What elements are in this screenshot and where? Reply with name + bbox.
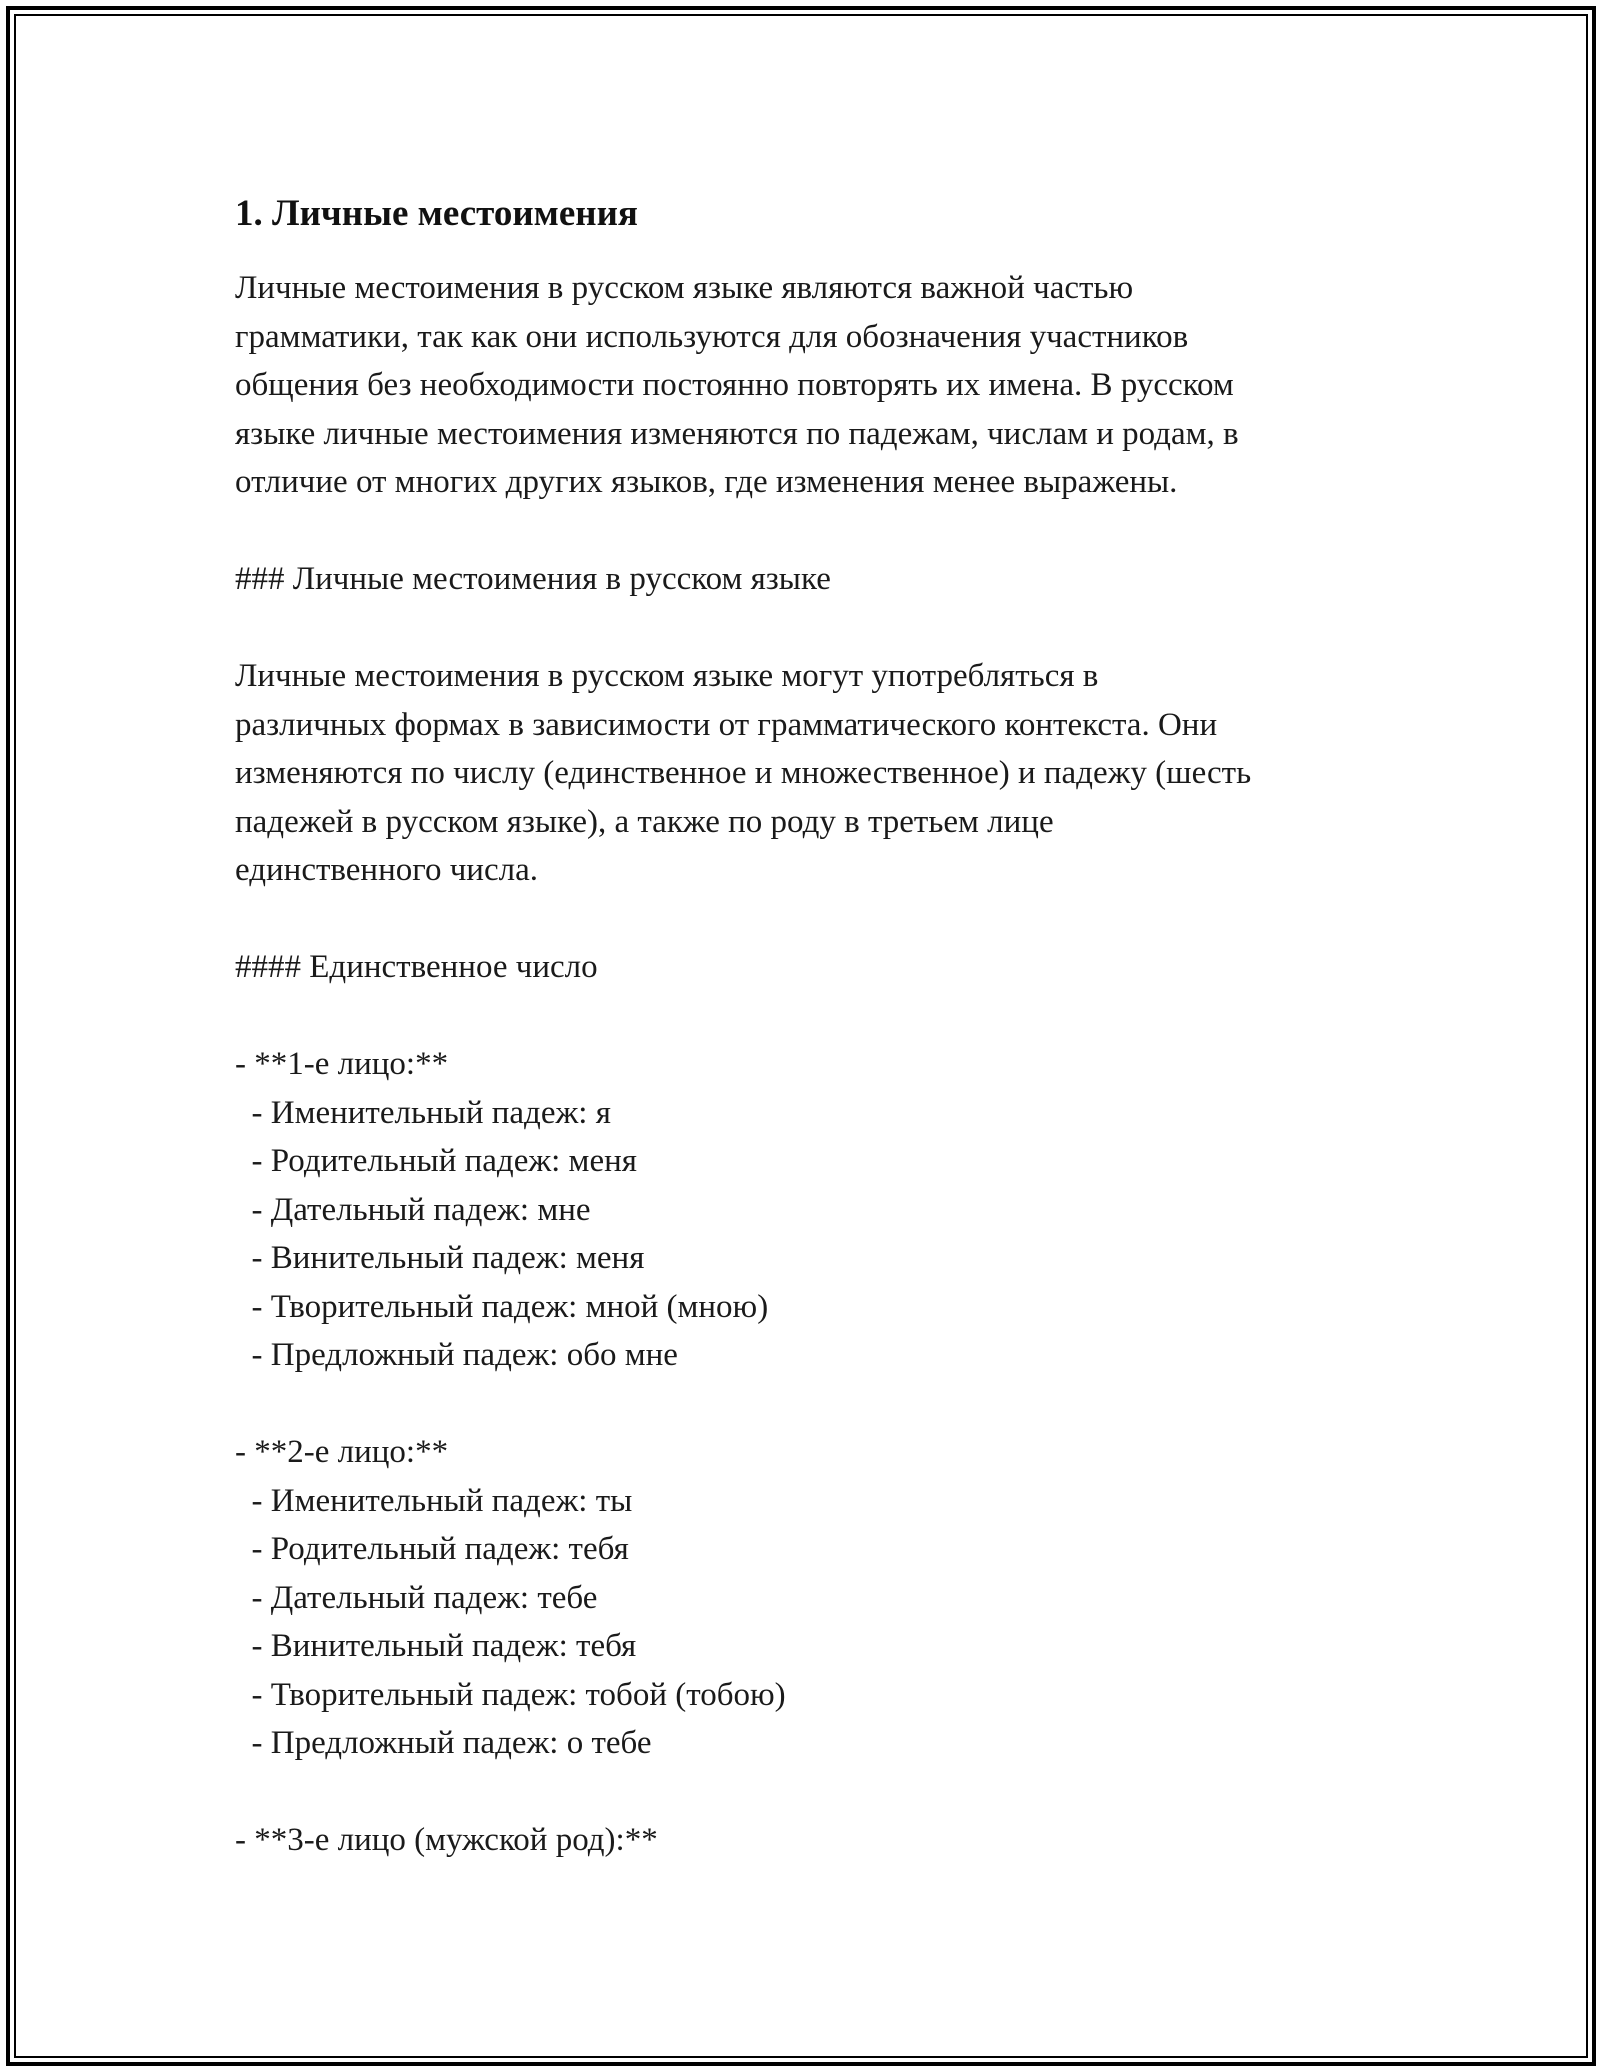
list-third-person-heading: - **3-е лицо (мужской род):** <box>235 1822 658 1858</box>
spacer <box>235 507 1385 556</box>
intro-paragraph: Личные местоимения в русском языке являются важной частью грамматики, так как они используются для обозначения участников общения без необходимости постоянно повторять их имена. В русском языке личные местоимения изменяются по падежам, числам и родам, в отличие от многих других языков, где изменения менее выражены. <box>235 270 1239 500</box>
subheading-singular: #### Единственное число <box>235 949 598 985</box>
section-heading: 1. Личные местоимения <box>235 193 638 234</box>
spacer <box>235 992 1385 1041</box>
list-first-person: - **1-е лицо:** - Именительный падеж: я - Родительный падеж: меня - Дательный падеж: мне - Винительный падеж: меня - Творительный падеж: мной (мною) - Предложный падеж: обо мне <box>235 1046 769 1373</box>
forms-paragraph: Личные местоимения в русском языке могут употребляться в различных формах в зависимости от грамматического контекста. Они изменяются по числу (единственное и множественное) и падежу (шесть падежей в русском языке), а также по роду в третьем лице единственного числа. <box>235 658 1252 888</box>
spacer <box>235 604 1385 653</box>
subheading-pronouns-in-russian: ### Личные местоимения в русском языке <box>235 561 831 597</box>
document-body <box>235 190 1385 1865</box>
spacer <box>235 895 1385 944</box>
list-second-person: - **2-е лицо:** - Именительный падеж: ты - Родительный падеж: тебя - Дательный падеж: тебе - Винительный падеж: тебя - Творительный падеж: тобой (тобою) - Предложный падеж: о тебе <box>235 1434 786 1761</box>
spacer <box>235 1768 1385 1817</box>
spacer <box>235 1380 1385 1429</box>
